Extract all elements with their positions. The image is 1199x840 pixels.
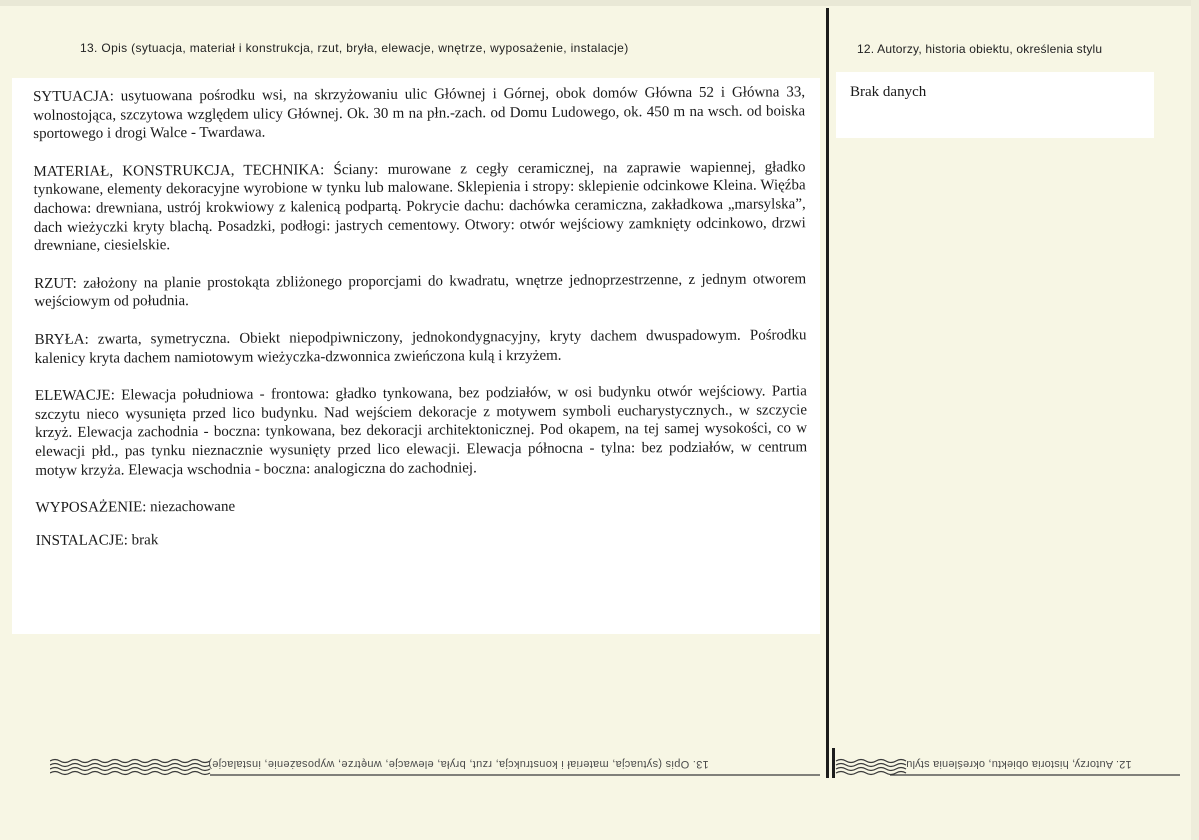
description-panel (12, 78, 820, 634)
section-12-header: 12. Autorzy, historia obiektu, określenia stylu (857, 42, 1103, 56)
paragraph-instalacje: INSTALACJE: brak (35, 531, 159, 549)
paragraph-elewacje: ELEWACJE: Elewacja południowa - frontowa: gładko tynkowana, bez podziałów, w osi budynku otwór wejściowy. Partia szczytu nieco wysunięta przed lico budynku. Nad wejściem dekoracje z motywem symboli eucharystycznych., w szczycie krzyż. Elewacja zachodnia - boczna: tynkowana, bez dekoracji architektonicznej. Pod okapem, na tej samej wysokości, co w elewacji płd., pas tynku nieznacznie wysunięty przed lico elewacji. Elewacja północna - tylna: bez podziałów, w centrum motyw krzyża. Elewacja wschodnia - boczna: analogiczna do zachodniej. (34, 383, 808, 479)
section-13-header: 13. Opis (sytuacja, materiał i konstrukcja, rzut, bryła, elewacje, wnętrze, wyposażenie, instalacje) (80, 41, 629, 55)
page-top-edge (0, 0, 1199, 6)
mirrored-section-12-header: 12. Autorzy, historia obiektu, określenia stylu (906, 758, 1132, 770)
description-body (33, 83, 808, 569)
paragraph-wyposazenie: WYPOSAŻENIE: niezachowane (35, 498, 236, 517)
paragraph-material: MATERIAŁ, KONSTRUKCJA, TECHNIKA: Ściany: murowane z cegły ceramicznej, na zaprawie wapiennej, gładko tynkowane, elementy dekoracyjne wyrobione w tynku lub malowane. Sklepienia i stropy: sklepienie odcinkowe Kleina. Więźba dachowa: drewniana, ustrój krokwiowy z kalenicą podpartą. Pokrycie dachu: dachówka ceramiczna, zakładkowa „marsylska”, dach wieżyczki kryty blachą. Posadzki, podłogi: jastrych cementowy. Otwory: otwór wejściowy zamknięty odcinkowo, drzwi drewniane, ciesielskie. (33, 159, 806, 255)
paragraph-rzut: RZUT: założony na planie prostokąta zbliżonego proporcjami do kwadratu, wnętrze jednoprzestrzenne, z jednym otworem wejściowym od południa. (34, 271, 807, 311)
mirrored-section-13-header: 13. Opis (sytuacja, materiał i konstrukcja, rzut, bryła, elewacje, wnętrze, wyposażenie, instalacje) (208, 758, 709, 770)
authors-text: Brak danych (850, 84, 927, 100)
column-divider (826, 8, 829, 778)
paragraph-bryla: BRYŁA: zwarta, symetryczna. Obiekt niepodpiwniczony, jednokondygnacyjny, kryty dachem dwuspadowym. Pośrodku kalenicy kryta dachem namiotowym wieżyczka-dzwonnica zwieńczona kulą i krzyżem. (34, 327, 807, 367)
authors-panel (836, 72, 1154, 138)
page-right-edge (1191, 0, 1199, 840)
paragraph-sytuacja: SYTUACJA: usytuowana pośrodku wsi, na skrzyżowaniu ulic Głównej i Górnej, obok domów Główna 52 i Główna 33, wolnostojąca, szczytowa względem ulicy Głównej. Ok. 30 m na płn.-zach. od Domu Ludowego, ok. 450 m na wsch. od boiska sportowego i drogi Walce - Twardawa. (33, 84, 806, 143)
